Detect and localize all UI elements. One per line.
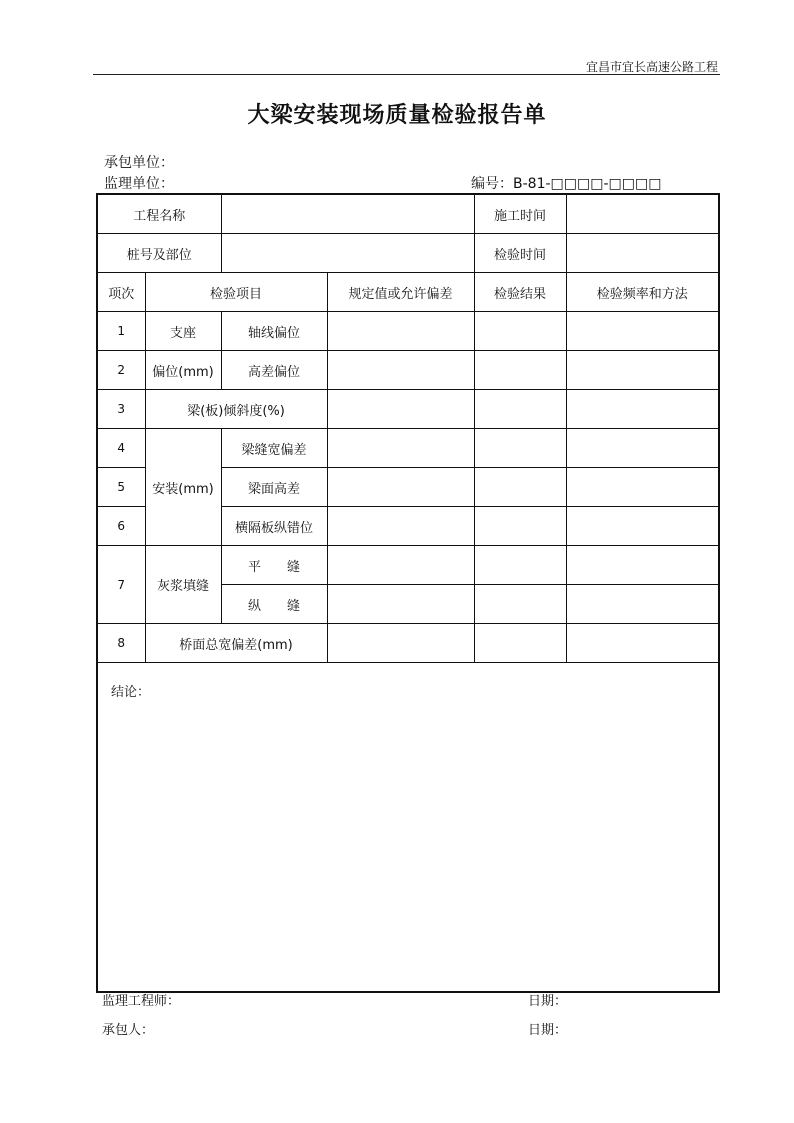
- tolerance-cell[interactable]: [327, 390, 474, 429]
- serial-dash: -: [603, 176, 609, 192]
- item-name: 桥面总宽偏差(mm): [145, 624, 327, 663]
- frequency-cell[interactable]: [566, 351, 719, 390]
- supervisor-unit-label: 监理单位：: [104, 176, 174, 192]
- row-number: 2: [97, 351, 145, 390]
- tolerance-cell[interactable]: [327, 429, 474, 468]
- page-title: 大梁安装现场质量检验报告单: [247, 102, 547, 128]
- item-name: 横隔板纵错位: [221, 507, 327, 546]
- item-name: 梁面高差: [221, 468, 327, 507]
- tolerance-cell[interactable]: [327, 585, 474, 624]
- row-number: 8: [97, 624, 145, 663]
- tolerance-cell[interactable]: [327, 312, 474, 351]
- serial-boxes-b: □□□□: [608, 176, 662, 192]
- row-number: 4: [97, 429, 145, 468]
- inspection-form-table: [96, 193, 720, 993]
- item-name: 轴线偏位: [221, 312, 327, 351]
- inspection-time-value[interactable]: [566, 234, 719, 273]
- tolerance-cell[interactable]: [327, 624, 474, 663]
- header-tolerance: 规定值或允许偏差: [327, 273, 474, 312]
- item-name: 平 缝: [221, 546, 327, 585]
- serial-number: [471, 173, 661, 193]
- station-value[interactable]: [221, 234, 474, 273]
- table-row: [97, 429, 719, 468]
- frequency-cell[interactable]: [566, 546, 719, 585]
- item-name: 梁(板)倾斜度(%): [145, 390, 327, 429]
- construction-time-label: 施工时间: [474, 194, 566, 234]
- frequency-cell[interactable]: [566, 624, 719, 663]
- frequency-cell[interactable]: [566, 312, 719, 351]
- conclusion-field[interactable]: [97, 663, 719, 993]
- header-item-no: 项次: [97, 273, 145, 312]
- header-item: 检验项目: [145, 273, 327, 312]
- result-cell[interactable]: [474, 351, 566, 390]
- item-name: 纵 缝: [221, 585, 327, 624]
- result-cell[interactable]: [474, 546, 566, 585]
- contractor-unit-label: 承包单位：: [104, 155, 174, 171]
- conclusion-row: [97, 663, 719, 993]
- row-number: 3: [97, 390, 145, 429]
- row-number: 7: [97, 546, 145, 624]
- frequency-cell[interactable]: [566, 468, 719, 507]
- row-number: 1: [97, 312, 145, 351]
- item-name: 高差偏位: [221, 351, 327, 390]
- project-name-label: 工程名称: [97, 194, 221, 234]
- conclusion-label: 结论：: [111, 685, 151, 700]
- result-cell[interactable]: [474, 390, 566, 429]
- item-name: 梁缝宽偏差: [221, 429, 327, 468]
- project-name-header: 宜昌市宜长高速公路工程: [585, 60, 718, 74]
- result-cell[interactable]: [474, 507, 566, 546]
- tolerance-cell[interactable]: [327, 351, 474, 390]
- header-divider: [93, 74, 720, 75]
- item-group: 安装(mm): [145, 429, 221, 546]
- item-group: 灰浆填缝: [145, 546, 221, 624]
- row-number: 5: [97, 468, 145, 507]
- table-row: [97, 312, 719, 351]
- header-result: 检验结果: [474, 273, 566, 312]
- frequency-cell[interactable]: [566, 429, 719, 468]
- table-row: [97, 546, 719, 585]
- item-group: 偏位(mm): [145, 351, 221, 390]
- project-name-value[interactable]: [221, 194, 474, 234]
- inspection-time-label: 检验时间: [474, 234, 566, 273]
- frequency-cell[interactable]: [566, 507, 719, 546]
- serial-boxes-a: □□□□: [550, 176, 604, 192]
- station-row: [97, 234, 719, 273]
- project-name-row: [97, 194, 719, 234]
- result-cell[interactable]: [474, 312, 566, 351]
- tolerance-cell[interactable]: [327, 546, 474, 585]
- tolerance-cell[interactable]: [327, 507, 474, 546]
- station-label: 桩号及部位: [97, 234, 221, 273]
- frequency-cell[interactable]: [566, 585, 719, 624]
- engineer-date-label: 日期：: [528, 994, 568, 1009]
- contractor-date-label: 日期：: [528, 1023, 568, 1038]
- contractor-signature-label: 承包人：: [102, 1023, 155, 1038]
- item-group: 支座: [145, 312, 221, 351]
- construction-time-value[interactable]: [566, 194, 719, 234]
- table-row: [97, 390, 719, 429]
- supervising-engineer-label: 监理工程师：: [102, 994, 181, 1009]
- table-row: [97, 624, 719, 663]
- header-frequency: 检验频率和方法: [566, 273, 719, 312]
- serial-label: 编号：B-81-: [471, 176, 551, 192]
- table-row: [97, 351, 719, 390]
- table-header-row: [97, 273, 719, 312]
- row-number: 6: [97, 507, 145, 546]
- result-cell[interactable]: [474, 429, 566, 468]
- frequency-cell[interactable]: [566, 390, 719, 429]
- tolerance-cell[interactable]: [327, 468, 474, 507]
- result-cell[interactable]: [474, 585, 566, 624]
- result-cell[interactable]: [474, 468, 566, 507]
- result-cell[interactable]: [474, 624, 566, 663]
